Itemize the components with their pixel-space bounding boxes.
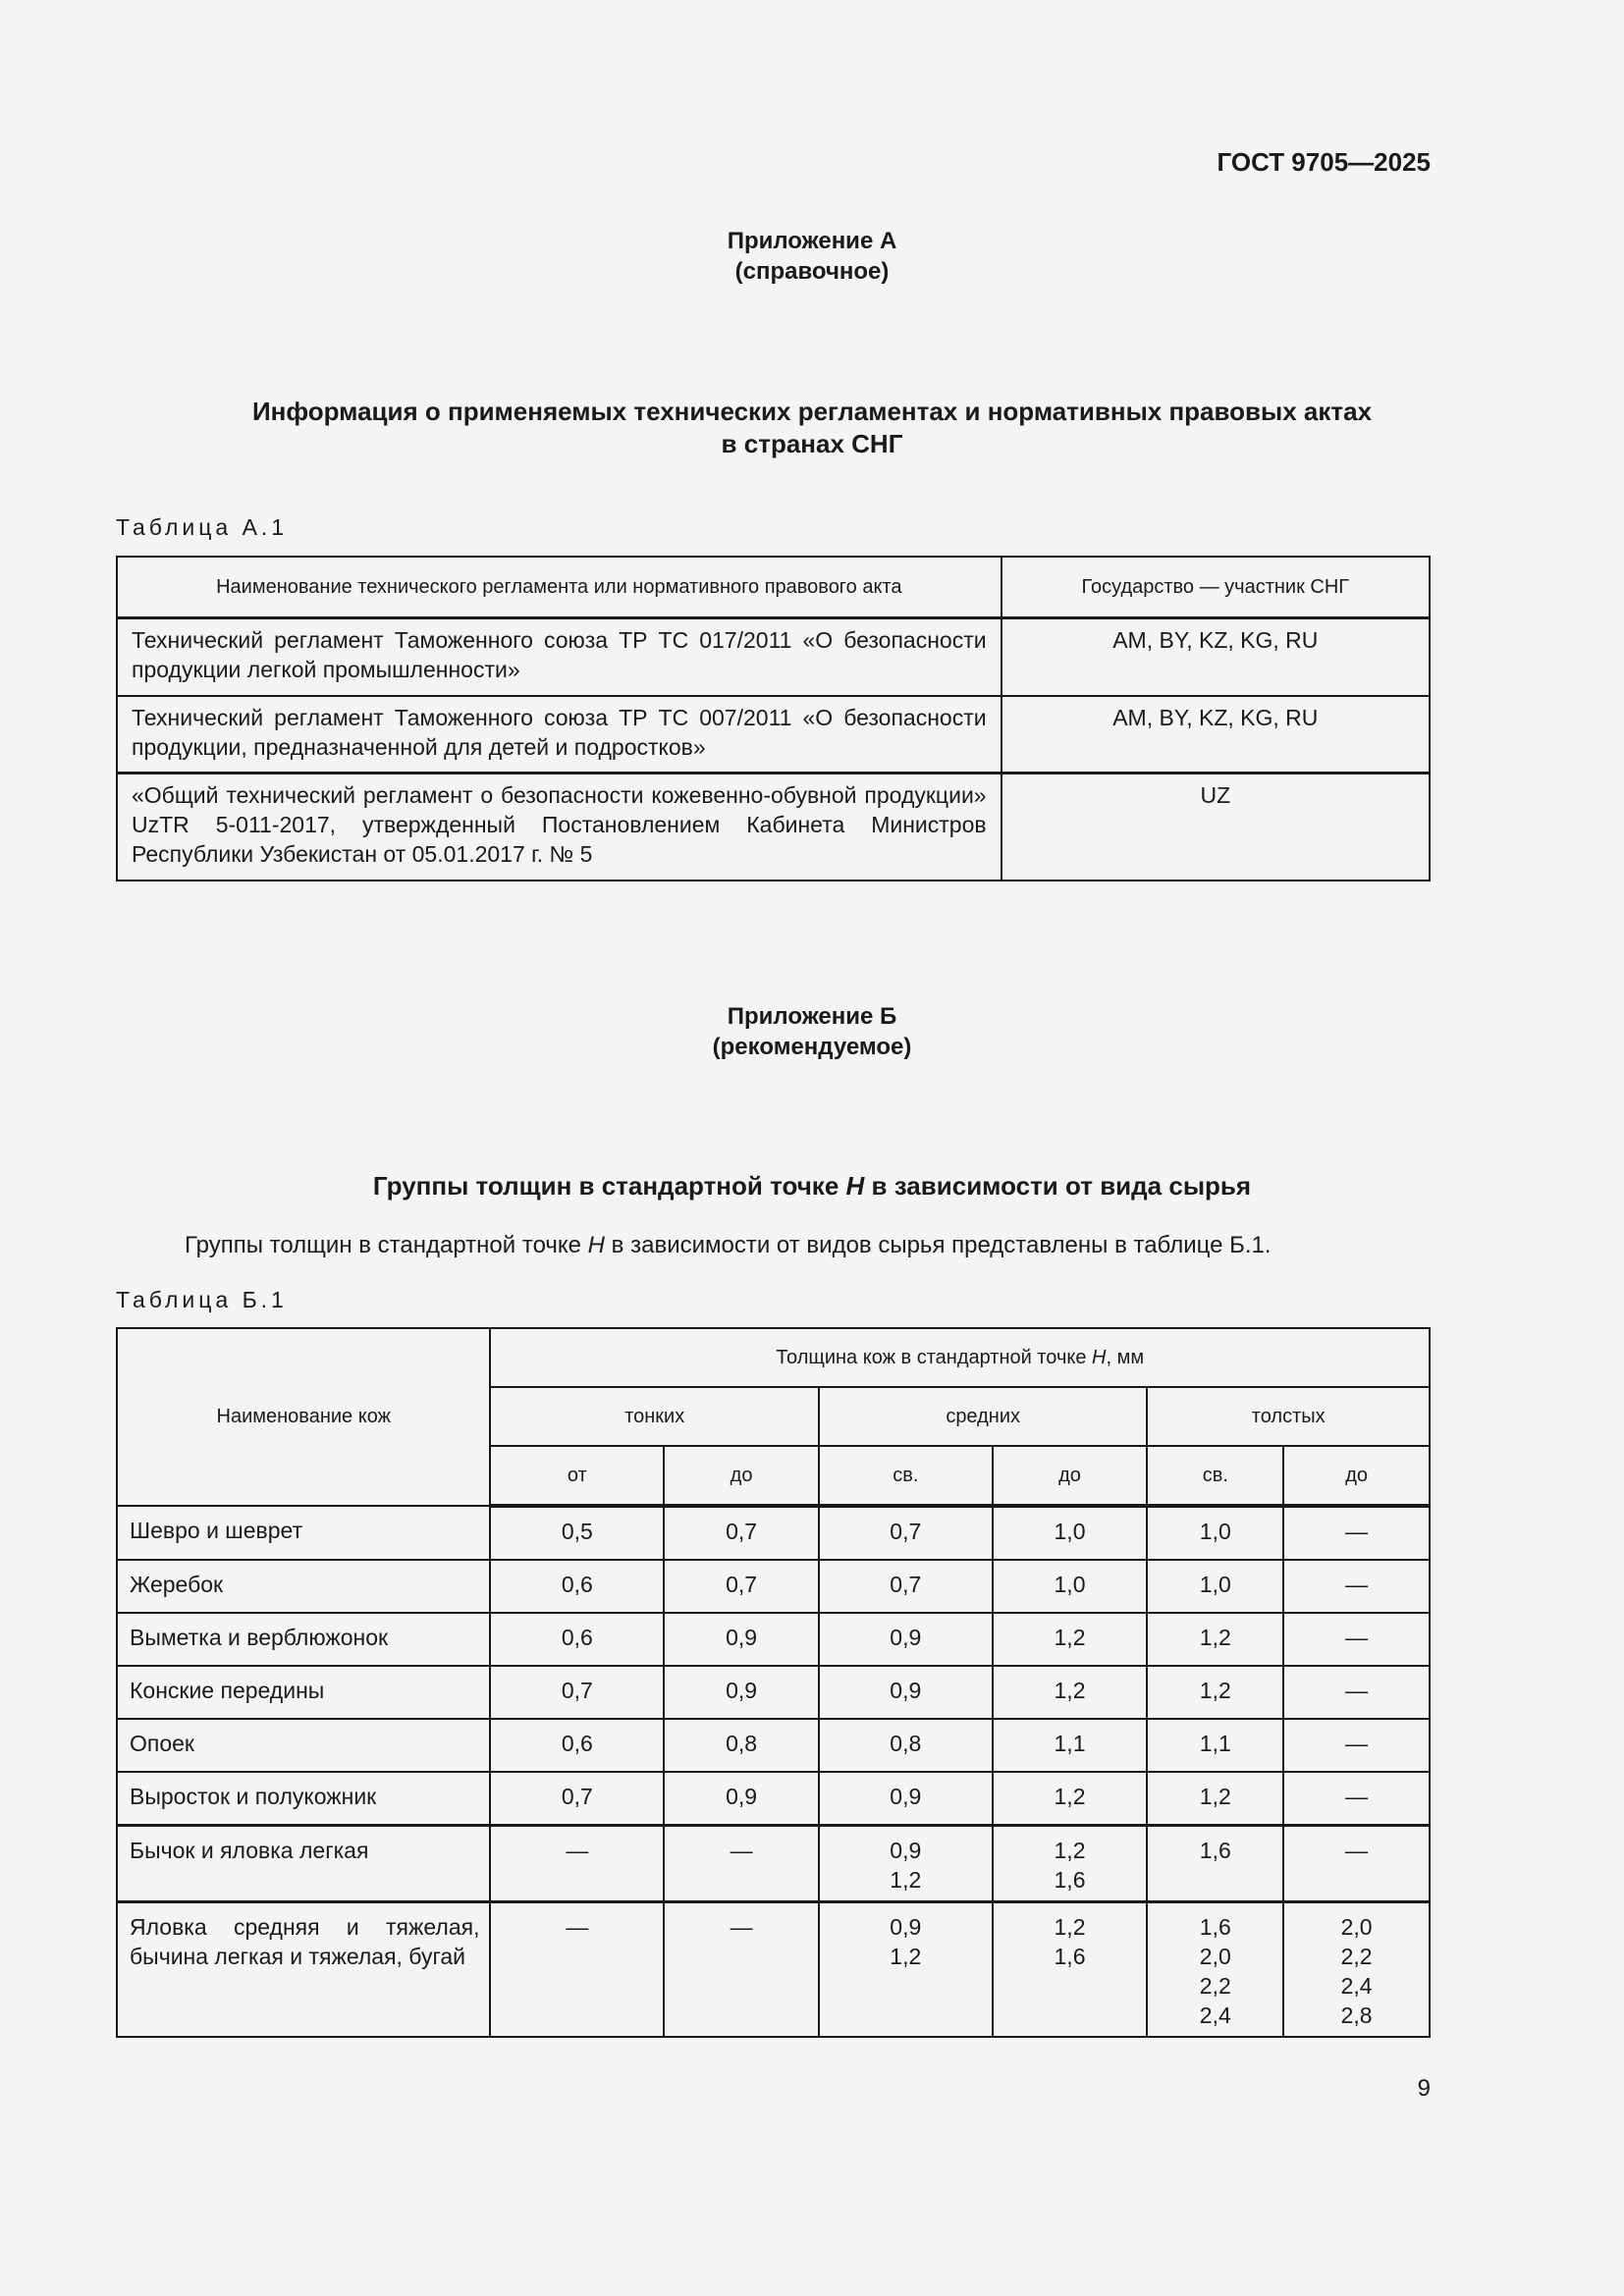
thickness-value: 1,2: [1054, 1838, 1086, 1863]
thickness-cell: [1283, 1613, 1430, 1666]
thickness-cell: [993, 1613, 1148, 1666]
thickness-cell: [1283, 1902, 1430, 2038]
thickness-value: 0,7: [561, 1784, 593, 1809]
thickness-value: 1,2: [1199, 1784, 1231, 1809]
subheader-over: св.: [1147, 1446, 1283, 1506]
appendix-b-paragraph: [185, 1232, 1272, 1259]
thickness-value: 2,8: [1340, 2002, 1373, 2028]
thickness-header-unit: , мм: [1106, 1346, 1145, 1368]
thickness-cell: [490, 1560, 664, 1613]
thickness-value: 1,6: [1199, 1914, 1231, 1940]
thickness-cell: [1147, 1826, 1283, 1902]
thickness-value: —: [1345, 1519, 1369, 1544]
thickness-cell: [664, 1560, 819, 1613]
thickness-value: 0,9: [890, 1784, 922, 1809]
thickness-value: 1,0: [1054, 1519, 1086, 1544]
thickness-cell: [993, 1719, 1148, 1772]
regulation-name: Технический регламент Таможенного союза ТР ТС 017/2011 «О безопасности продукции легкой промышленности»: [117, 618, 1001, 696]
table-b1-body: [117, 1506, 1430, 2037]
thickness-cell: [1283, 1772, 1430, 1826]
thickness-value: 0,8: [726, 1731, 758, 1756]
thickness-cell: [993, 1560, 1148, 1613]
paragraph-var: H: [587, 1232, 606, 1258]
appendix-b-heading-text-end: в зависимости от вида сырья: [864, 1171, 1252, 1201]
appendix-a-heading-line1: Информация о применяемых технических регламентах и нормативных правовых актах: [251, 397, 1373, 426]
thickness-value: 0,7: [561, 1678, 593, 1703]
thickness-cell: [1283, 1719, 1430, 1772]
thickness-value: —: [730, 1914, 753, 1940]
table-b1: [116, 1327, 1431, 2038]
thickness-cell: [1147, 1560, 1283, 1613]
thickness-value: 0,5: [561, 1519, 593, 1544]
thickness-value: 2,0: [1199, 1944, 1231, 1969]
thickness-cell: [490, 1902, 664, 2038]
appendix-b-heading-text: Группы толщин в стандартной точке: [372, 1171, 846, 1201]
thickness-value: 1,2: [1054, 1678, 1086, 1703]
table-a1-label: Таблица А.1: [116, 514, 289, 540]
thickness-value: 0,9: [726, 1625, 758, 1650]
thickness-cell: [819, 1772, 993, 1826]
appendix-b-title: Приложение Б: [727, 1003, 897, 1030]
subheader-to: до: [664, 1446, 819, 1506]
thickness-header-text: Толщина кож в стандартной точке: [776, 1346, 1093, 1368]
thickness-value: 0,7: [726, 1572, 758, 1597]
group-header-thin: тонких: [490, 1387, 818, 1446]
appendix-b-heading-var: H: [845, 1171, 865, 1201]
thickness-value: 2,4: [1340, 1973, 1373, 1999]
thickness-cell: [664, 1772, 819, 1826]
thickness-value: 1,2: [1054, 1625, 1086, 1650]
thickness-cell: [1147, 1772, 1283, 1826]
thickness-cell: [1283, 1826, 1430, 1902]
thickness-cell: [490, 1772, 664, 1826]
appendix-b-heading: [0, 1170, 1624, 1202]
thickness-value: 0,6: [561, 1731, 593, 1756]
thickness-value: 1,2: [1054, 1914, 1086, 1940]
thickness-cell: [1147, 1506, 1283, 1560]
thickness-cell: [664, 1506, 819, 1560]
thickness-cell: [490, 1613, 664, 1666]
thickness-value: 0,8: [890, 1731, 922, 1756]
table-row: [117, 618, 1430, 696]
thickness-value: 0,9: [890, 1625, 922, 1650]
thickness-cell: [819, 1666, 993, 1719]
thickness-cell: [993, 1772, 1148, 1826]
thickness-value: 1,2: [1199, 1678, 1231, 1703]
thickness-header-var: H: [1092, 1346, 1107, 1368]
thickness-value: 1,0: [1199, 1519, 1231, 1544]
appendix-b-status: (рекомендуемое): [712, 1034, 912, 1060]
thickness-cell: [819, 1506, 993, 1560]
table-row: [117, 1719, 1430, 1772]
thickness-value: 0,6: [561, 1572, 593, 1597]
thickness-value: 0,9: [726, 1678, 758, 1703]
group-header-thick: толстых: [1147, 1387, 1430, 1446]
paragraph-text-end: в зависимости от видов сырья представлены в таблице Б.1.: [605, 1232, 1272, 1258]
table-a1: [116, 556, 1431, 881]
regulation-name: «Общий технический регламент о безопасности кожевенно-обувной продукции» UzTR 5-011-2017, утвержденный Постановлением Кабинета Министров Республики Узбекистан от 05.01.2017 г. № 5: [117, 774, 1001, 881]
thickness-cell: [1147, 1719, 1283, 1772]
thickness-cell: [1283, 1506, 1430, 1560]
table-row: [117, 1666, 1430, 1719]
paragraph-text: Группы толщин в стандартной точке: [185, 1232, 588, 1258]
thickness-cell: [664, 1613, 819, 1666]
thickness-value: —: [1345, 1838, 1369, 1863]
subheader-to: до: [993, 1446, 1148, 1506]
table-a1-header-country: Государство — участник СНГ: [1001, 557, 1430, 618]
thickness-value: 2,4: [1199, 2002, 1231, 2028]
regulation-name: Технический регламент Таможенного союза ТР ТС 007/2011 «О безопасности продукции, предназначенной для детей и подростков»: [117, 696, 1001, 774]
country-codes: UZ: [1001, 774, 1430, 881]
table-row: [117, 1826, 1430, 1902]
thickness-value: —: [1345, 1678, 1369, 1703]
group-header-medium: средних: [819, 1387, 1147, 1446]
table-row: [117, 1902, 1430, 2038]
subheader-to: до: [1283, 1446, 1430, 1506]
country-codes: AM, BY, KZ, KG, RU: [1001, 618, 1430, 696]
thickness-cell: [819, 1719, 993, 1772]
table-b1-header-name: Наименование кож: [117, 1328, 490, 1506]
leather-name: Выросток и полукожник: [117, 1772, 490, 1826]
thickness-value: 2,2: [1199, 1973, 1231, 1999]
leather-name: Выметка и верблюжонок: [117, 1613, 490, 1666]
thickness-value: 0,9: [890, 1838, 922, 1863]
leather-name: Жеребок: [117, 1560, 490, 1613]
thickness-cell: [819, 1826, 993, 1902]
thickness-value: —: [1345, 1784, 1369, 1809]
thickness-cell: [664, 1826, 819, 1902]
thickness-value: —: [730, 1838, 753, 1863]
thickness-cell: [490, 1719, 664, 1772]
subheader-from: от: [490, 1446, 664, 1506]
table-a1-header-name: Наименование технического регламента или нормативного правового акта: [117, 557, 1001, 618]
appendix-a-heading-line2: в странах СНГ: [721, 429, 903, 458]
thickness-cell: [1147, 1613, 1283, 1666]
appendix-b-block: [0, 1001, 1624, 1062]
thickness-cell: [819, 1902, 993, 2038]
thickness-value: —: [1345, 1572, 1369, 1597]
document-code: ГОСТ 9705—2025: [1217, 147, 1431, 177]
thickness-value: 1,1: [1054, 1731, 1086, 1756]
table-row: [117, 774, 1430, 881]
thickness-value: 0,9: [726, 1784, 758, 1809]
thickness-value: 1,6: [1054, 1944, 1086, 1969]
thickness-cell: [819, 1560, 993, 1613]
thickness-value: 1,2: [1199, 1625, 1231, 1650]
country-codes: AM, BY, KZ, KG, RU: [1001, 696, 1430, 774]
leather-name: Опоек: [117, 1719, 490, 1772]
thickness-value: 0,6: [561, 1625, 593, 1650]
thickness-value: 2,0: [1340, 1914, 1373, 1940]
leather-name: Яловка средняя и тяжелая, бычина легкая и тяжелая, бугай: [117, 1902, 490, 2038]
thickness-cell: [1147, 1902, 1283, 2038]
thickness-cell: [490, 1826, 664, 1902]
thickness-value: 1,2: [890, 1867, 922, 1893]
table-b1-label: Таблица Б.1: [116, 1287, 288, 1312]
thickness-value: 0,9: [890, 1678, 922, 1703]
thickness-value: 0,7: [890, 1572, 922, 1597]
appendix-a-heading: [0, 396, 1624, 460]
table-row: [117, 1613, 1430, 1666]
leather-name: Шевро и шеврет: [117, 1506, 490, 1560]
thickness-value: 1,0: [1054, 1572, 1086, 1597]
thickness-value: 1,1: [1199, 1731, 1231, 1756]
thickness-value: 1,2: [1054, 1784, 1086, 1809]
leather-name: Бычок и яловка легкая: [117, 1826, 490, 1902]
table-row: [117, 696, 1430, 774]
thickness-value: —: [566, 1914, 589, 1940]
subheader-over: св.: [819, 1446, 993, 1506]
thickness-value: 1,6: [1199, 1838, 1231, 1863]
thickness-value: —: [1345, 1625, 1369, 1650]
table-row: [117, 1506, 1430, 1560]
thickness-value: 1,6: [1054, 1867, 1086, 1893]
thickness-cell: [664, 1902, 819, 2038]
thickness-value: 0,7: [726, 1519, 758, 1544]
thickness-value: —: [566, 1838, 589, 1863]
thickness-value: 1,0: [1199, 1572, 1231, 1597]
thickness-cell: [664, 1719, 819, 1772]
thickness-value: 0,9: [890, 1914, 922, 1940]
thickness-cell: [993, 1506, 1148, 1560]
appendix-a-block: [0, 226, 1624, 287]
thickness-cell: [993, 1826, 1148, 1902]
appendix-a-title: Приложение А: [727, 228, 897, 254]
thickness-cell: [993, 1902, 1148, 2038]
table-row: [117, 1560, 1430, 1613]
table-row: [117, 1772, 1430, 1826]
thickness-cell: [1283, 1560, 1430, 1613]
thickness-cell: [490, 1506, 664, 1560]
thickness-cell: [819, 1613, 993, 1666]
appendix-a-status: (справочное): [734, 258, 890, 285]
thickness-cell: [1147, 1666, 1283, 1719]
thickness-cell: [993, 1666, 1148, 1719]
thickness-cell: [1283, 1666, 1430, 1719]
thickness-value: 1,2: [890, 1944, 922, 1969]
thickness-value: 0,7: [890, 1519, 922, 1544]
leather-name: Конские передины: [117, 1666, 490, 1719]
page-number: 9: [1417, 2075, 1431, 2102]
table-b1-header-thickness: [490, 1328, 1430, 1387]
thickness-value: —: [1345, 1731, 1369, 1756]
thickness-value: 2,2: [1340, 1944, 1373, 1969]
thickness-cell: [664, 1666, 819, 1719]
thickness-cell: [490, 1666, 664, 1719]
